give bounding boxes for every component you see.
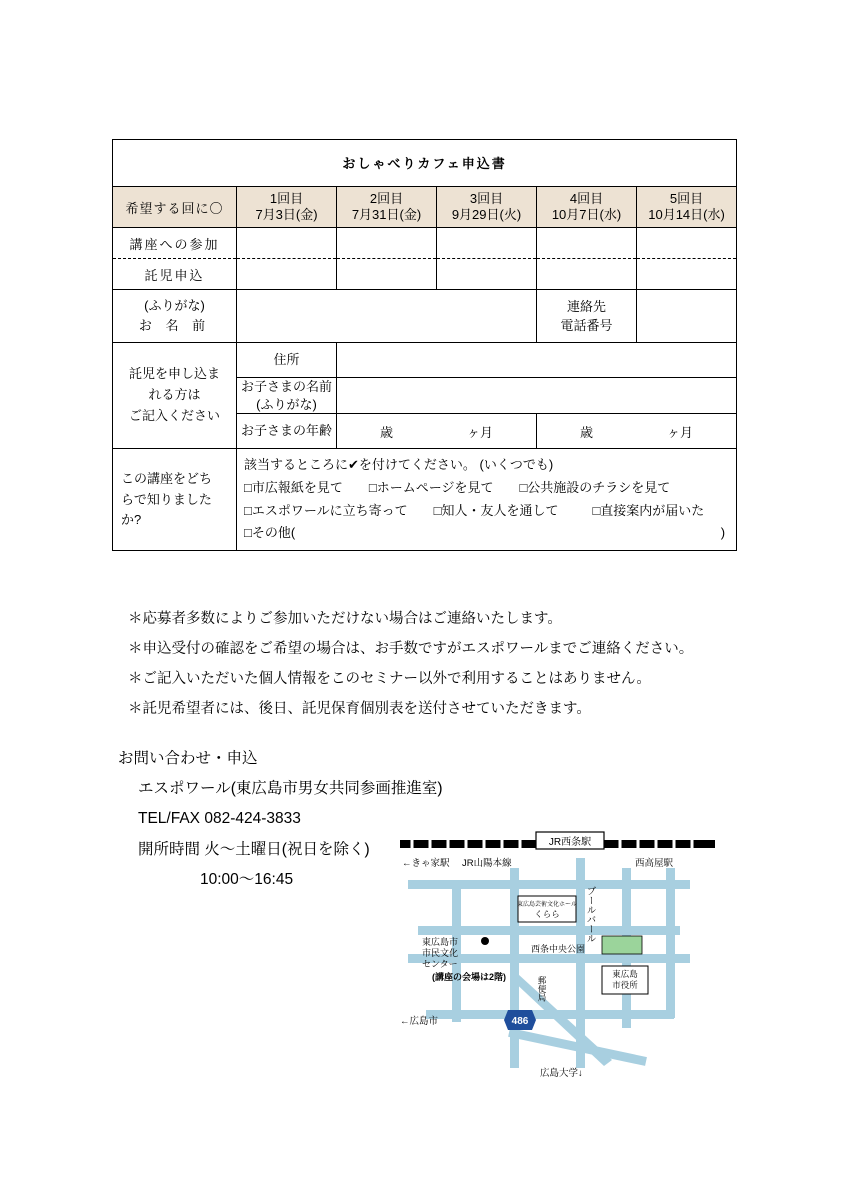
session-2-date: 7月31日(金) [351,207,422,222]
contact-label-line1: 連絡先 [566,298,606,314]
contact-hours-time: 10:00〜16:45 [200,870,294,888]
form-title: おしゃべりカフェ申込書 [113,140,737,187]
option-friend[interactable]: □知人・友人を通して [433,502,559,518]
option-homepage[interactable]: □ホームページを見て [368,479,494,495]
name-furigana-label: (ふりがな) [144,297,205,313]
contact-tel: TEL/FAX 082-424-3833 [138,810,301,828]
address-label: 住所 [237,343,337,378]
row-name [113,290,737,343]
participation-cell-3[interactable] [437,228,537,259]
how-heard-options [237,449,737,551]
age-unit-months-2: ヶ月 [667,424,694,440]
how-heard-label-line2: らで知りました [121,491,212,507]
address-input-cell[interactable] [337,343,737,378]
participation-cell-4[interactable] [537,228,637,259]
row-childcare-apply [113,259,737,290]
child-age-cell-2[interactable] [537,414,737,449]
header-select-circle: 希望する回に〇 [113,187,237,228]
option-public-flyer[interactable]: □公共施設のチラシを見て [519,479,671,495]
access-map [390,828,720,1098]
application-form [112,139,736,551]
childcare-label-line1: 託児を申し込ま [128,366,220,382]
session-1-date: 7月3日(金) [255,207,318,222]
note-4: ＊託児希望者には、後日、託児保育個別表を送付させていただきます。 [128,701,591,717]
note-3: ＊ご記入いただいた個人情報をこのセミナー以外で利用することはありません。 [128,671,651,687]
childcare-cell-1[interactable] [237,259,337,290]
session-1-no: 1回目 [269,190,304,206]
row-how-did-you-hear [113,449,737,551]
childcare-apply-label: 託児申込 [113,259,237,290]
contact-heading: お問い合わせ・申込 [118,750,258,767]
map-label-rail-line: JR山陽本線 [462,858,512,869]
option-city-bulletin[interactable]: □市広報紙を見て [244,479,343,495]
session-5-header [637,187,737,228]
application-form-table [112,139,737,551]
child-name-input-cell[interactable] [337,378,737,414]
session-4-date: 10月7日(水) [551,207,622,222]
how-heard-options-row-1 [244,477,729,500]
session-5-date: 10月14日(水) [648,207,725,222]
contact-phone-input-cell[interactable] [637,290,737,343]
session-5-no: 5回目 [669,190,704,206]
contact-phone-label [537,290,637,343]
venue-marker [481,937,489,945]
form-title-row [113,140,737,187]
session-4-header [537,187,637,228]
map-label-university: 広島大学↓ [540,1068,583,1079]
session-3-header [437,187,537,228]
child-age-cell-1[interactable] [337,414,537,449]
map-label-center-note: (講座の会場は2階) [432,972,506,982]
childcare-section-label [113,343,237,449]
how-heard-label-line1: この講座をどち [121,471,213,487]
map-label-right-station: 西高屋駅 [635,858,674,869]
map-label-culture-hall-1: 東広島芸術文化ホール [517,902,577,908]
map-label-left-station: ←きゃ家駅 [402,858,450,869]
map-label-post-office: 郵便局 [537,976,547,1002]
session-1-header [237,187,337,228]
contact-org: エスポワール(東広島市男女共同参画推進室) [138,780,443,798]
participation-cell-2[interactable] [337,228,437,259]
option-other-close-paren: ) [720,525,726,541]
childcare-cell-2[interactable] [337,259,437,290]
map-label-center-2: 市民文化 [422,948,459,958]
participation-cell-1[interactable] [237,228,337,259]
childcare-cell-5[interactable] [637,259,737,290]
child-name-label [237,378,337,414]
note-2: ＊申込受付の確認をご希望の場合は、お手数ですがエスポワールまでご連絡ください。 [128,641,694,657]
row-childcare-address [113,343,737,378]
map-label-jr-station: JR西条駅 [548,837,592,848]
map-label-boulevard: ブールバール [584,886,596,943]
option-visited-espoir[interactable]: □エスポワールに立ち寄って [244,502,408,518]
map-label-culture-hall-2: くらら [534,909,560,919]
row-participation [113,228,737,259]
map-label-city-hall-2: 市役所 [612,980,638,990]
park-area [602,936,642,954]
session-3-no: 3回目 [469,190,504,206]
participation-cell-5[interactable] [637,228,737,259]
age-unit-years-1: 歳 [379,424,393,440]
how-heard-options-row-3 [244,522,729,545]
session-4-no: 4回目 [569,190,604,206]
how-heard-options-row-2 [244,500,729,523]
child-age-label: お子さまの年齢 [237,414,337,449]
childcare-label-line3: ご記入ください [128,407,220,423]
name-label [113,290,237,343]
map-label-city-hall-1: 東広島 [612,969,638,979]
contact-label-line2: 電話番号 [560,318,613,333]
option-other[interactable]: □その他( [244,525,296,541]
age-unit-years-2: 歳 [580,424,594,440]
participation-label: 講座への参加 [113,228,237,259]
name-input-cell[interactable] [237,290,537,343]
child-name-label-line2: (ふりがな) [256,396,317,412]
map-label-center-1: 東広島市 [422,937,459,947]
form-header-row [113,187,737,228]
option-direct-mail[interactable]: □直接案内が届いた [592,502,705,518]
notes-list [128,604,768,724]
route-486-badge [504,1010,536,1030]
how-heard-instruction: 該当するところに✔を付けてください。 (いくつでも) [244,457,554,473]
map-label-route: 486 [511,1016,529,1027]
session-2-no: 2回目 [369,190,404,206]
map-label-hiroshima: ←広島市 [400,1016,439,1027]
child-name-label-line1: お子さまの名前 [240,379,332,394]
how-heard-label-line3: か? [121,511,142,527]
how-heard-label [113,449,237,551]
contact-hours: 開所時間 火〜土曜日(祝日を除く) [138,840,370,858]
childcare-cell-3[interactable] [437,259,537,290]
note-1: ＊応募者多数によりご参加いただけない場合はご連絡いたします。 [128,611,562,627]
childcare-cell-4[interactable] [537,259,637,290]
session-2-header [337,187,437,228]
childcare-label-line2: れる方は [148,387,201,403]
map-label-center-3: センター [422,959,458,969]
name-main-label: お 名 前 [138,318,211,333]
age-unit-months-1: ヶ月 [466,424,493,440]
session-3-date: 9月29日(火) [451,207,522,222]
map-label-park: 西条中央公園 [530,944,586,954]
